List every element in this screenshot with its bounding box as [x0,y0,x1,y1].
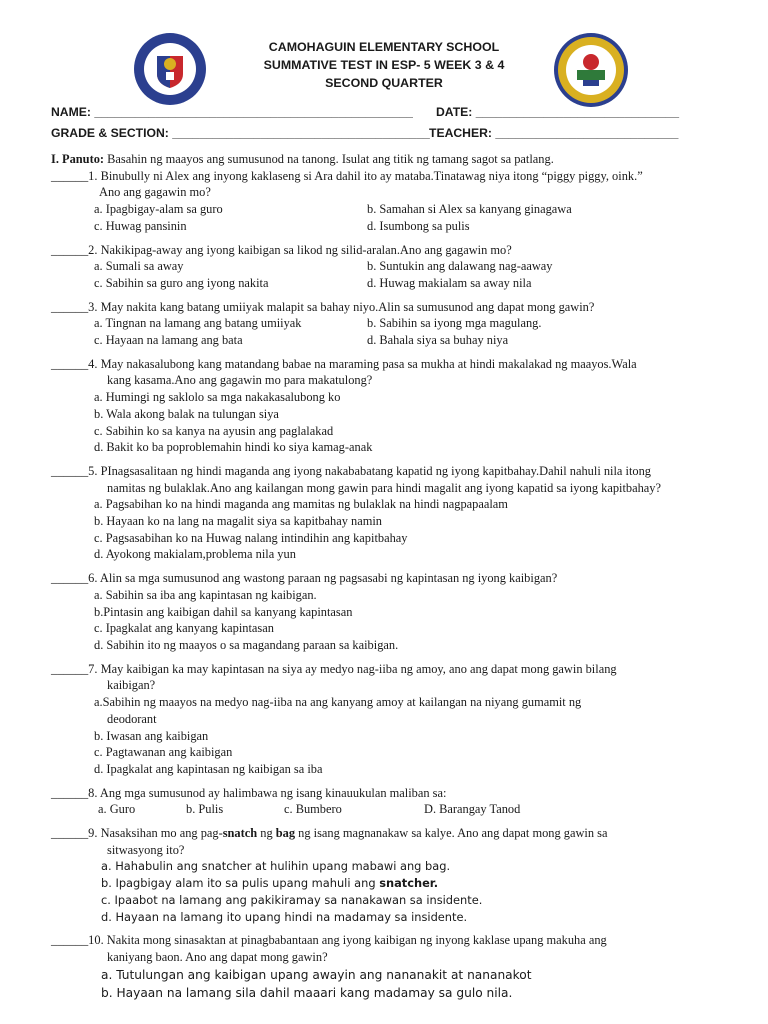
question-text: ______8. Ang mga sumusunod ay halimbawa ng isang kinauukulan maliban sa: [51,785,447,800]
choice-d: d. Ayokong makialam,problema nila yun [94,547,296,562]
question-2 [51,242,731,292]
instructions [51,151,731,168]
choice-c: c. Sabihin ko sa kanya na ayusin ang paglalakad [94,423,334,438]
choice-b: b. Suntukin ang dalawang nag-aaway [367,259,553,274]
choice-c: c. Pagsasabihan ko na Huwag nalang intindihin ang kapitbahay [94,530,408,545]
question-text-bold: bag [275,826,296,841]
choice-a: a. Pagsabihan ko na hindi maganda ang mamitas ng bulaklak na hindi nagpapaalam [94,497,508,512]
question-text: ______10. Nakita mong sinasaktan at pinagbabantaan ang iyong kaibigan ng inyong kaklase upang makuha ang [51,933,607,948]
question-text-cont: kaniyang baon. Ano ang dapat mong gawin? [107,949,328,964]
question-text [51,825,731,842]
choice-a: a. Humingi ng saklolo sa mga nakakasalubong ko [94,390,341,405]
choices [51,496,731,563]
document-titles [210,38,558,92]
choice-a: a. Tutulungan ang kaibigan upang awayin ang nananakit at nananakot [101,967,532,982]
choices [51,201,731,234]
choice-c: c. Bumbero [284,802,342,817]
choice-a-cont: deodorant [107,711,157,726]
choice-b: b. Pulis [186,802,224,817]
choice-c: c. Pagtawanan ang kaibigan [94,745,233,760]
choice-c: c. Hayaan na lamang ang bata [94,333,243,348]
school-seal-logo [553,32,629,108]
question-3 [51,299,731,349]
question-text-part: ______9. Nasaksihan mo ang pag- [51,826,223,841]
choices [51,315,731,348]
school-name: CAMOHAGUIN ELEMENTARY SCHOOL [268,40,500,54]
choice-b: b. Hayaan na lamang sila dahil maaari kang madamay sa gulo nila. [101,985,513,1000]
question-text-bold: snatch [222,826,258,841]
question-text: ______4. May nakasalubong kang matandang babae na maraming pasa sa mukha at hindi makalakad ng maayos.Wala [51,356,637,371]
choice-b-text: b. Ipagbigay alam ito sa pulis upang mahuli ang [101,876,380,891]
question-text: ______3. May nakita kang batang umiiyak malapit sa bahay niyo.Alin sa sumusunod ang dapat mong gawin? [51,299,595,314]
choices [51,801,731,818]
question-text-cont: sitwasyong ito? [107,842,185,857]
question-4 [51,356,731,456]
question-7 [51,661,731,778]
date-field[interactable]: DATE: ______________________________ [436,105,680,119]
question-1 [51,168,731,235]
question-6 [51,570,731,654]
header [0,30,768,100]
question-text-cont: Ano ang gagawin mo? [99,185,211,200]
choice-c: c. Ipagkalat ang kanyang kapintasan [94,621,274,636]
choice-a: a. Ipagbigay-alam sa guro [94,202,223,217]
choice-b: b.Pintasin ang kaibigan dahil sa kanyang kapintasan [94,604,353,619]
question-text-cont: namitas ng bulaklak.Ano ang kailangan mong gawin para hindi magalit ang iyong kapatid sa iyong kapitbahay? [107,480,661,495]
choice-a: a. Sumali sa away [94,259,184,274]
choice-b [101,875,731,892]
choice-a: a. Sabihin sa iba ang kapintasan ng kaibigan. [94,587,317,602]
choice-c: c. Huwag pansinin [94,218,187,233]
instructions-text: Basahin ng maayos ang sumusunod na tanong. Isulat ang titik ng tamang sagot sa patlang. [104,152,554,166]
instructions-label: I. Panuto: [51,152,105,166]
choice-d: d. Hayaan na lamang ito upang hindi na madamay sa insidente. [101,909,468,924]
choice-b: b. Hayaan ko na lang na magalit siya sa kapitbahay namin [94,514,382,529]
choice-d: d. Ipagkalat ang kapintasan ng kaibigan sa iba [94,761,323,776]
question-text: ______2. Nakikipag-away ang iyong kaibigan sa likod ng silid-aralan.Ano ang gagawin mo? [51,242,512,257]
choice-a: a.Sabihin ng maayos na medyo nag-iiba na ang kanyang amoy at kailangan na niyang gumamit ng [94,695,582,710]
question-text: ______1. Binubully ni Alex ang inyong kaklaseng si Ara dahil ito ay mataba.Tinatawag niya itong “piggy piggy, oink.” [51,168,643,183]
teacher-field[interactable]: TEACHER: ___________________________ [429,126,679,140]
choice-a: a. Guro [98,802,136,817]
choices [51,694,731,778]
quarter-title: SECOND QUARTER [325,76,443,90]
grade-section-field[interactable]: GRADE & SECTION: ______________________________________ [51,126,430,140]
student-info [51,105,711,147]
question-5 [51,463,731,563]
choice-d: d. Sabihin ito ng maayos o sa magandang paraan sa kaibigan. [94,637,399,652]
choice-c: c. Ipaabot na lamang ang pakikiramay sa nanakawan sa insidente. [101,892,483,907]
test-title: SUMMATIVE TEST IN ESP- 5 WEEK 3 & 4 [263,58,505,72]
question-text-cont: kang kasama.Ano ang gagawin mo para makatulong? [107,373,373,388]
question-10 [51,932,731,1001]
choices [51,587,731,654]
question-text-cont: kaibigan? [107,678,156,693]
choices [51,389,731,456]
choice-c: c. Sabihin sa guro ang iyong nakita [94,275,269,290]
question-text: ______5. PInagsasalitaan ng hindi maganda ang iyong nakababatang kapatid ng iyong kapitbahay.Dahil nahuli nila itong [51,463,652,478]
choice-b-bold: snatcher. [379,876,439,891]
choice-b: b. Sabihin sa iyong mga magulang. [367,316,542,331]
choice-b: b. Samahan si Alex sa kanyang ginagawa [367,202,572,217]
choices [51,858,731,925]
question-text: ______6. Alin sa mga sumusunod ang wastong paraan ng pagsasabi ng kapintasan ng iyong kaibigan? [51,571,558,586]
choices [51,258,731,291]
choices [51,966,731,1002]
question-text-part: ng [257,826,276,841]
question-8 [51,785,731,818]
choice-a: a. Tingnan na lamang ang batang umiiyak [94,316,302,331]
choice-d: d. Bahala siya sa buhay niya [367,333,509,348]
choice-d: d. Bakit ko ba poproblemahin hindi ko siya kamag-anak [94,440,373,455]
name-field[interactable]: NAME: _______________________________________________ [51,105,413,119]
questions-section [51,151,731,1009]
question-text-part: ng isang magnanakaw sa kalye. Ano ang dapat mong gawin sa [295,826,608,841]
question-9 [51,825,731,925]
choice-d: D. Barangay Tanod [424,802,521,817]
choice-a: a. Hahabulin ang snatcher at hulihin upang mabawi ang bag. [101,859,451,874]
question-text: ______7. May kaibigan ka may kapintasan na siya ay medyo nag-iiba ng amoy, ano ang dapat mong gawin bilang [51,661,617,676]
choice-d: d. Huwag makialam sa away nila [367,275,532,290]
choice-b: b. Iwasan ang kaibigan [94,728,209,743]
deped-seal-logo [133,32,207,106]
choice-d: d. Isumbong sa pulis [367,218,470,233]
choice-b: b. Wala akong balak na tulungan siya [94,406,279,421]
